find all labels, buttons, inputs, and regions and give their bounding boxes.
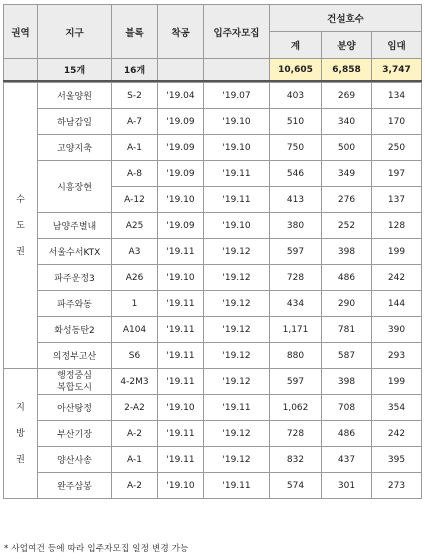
cell-recruit: '19.07 (204, 83, 270, 109)
cell-rent: 170 (372, 109, 422, 135)
cell-start: '19.09 (158, 109, 204, 135)
cell-total: 880 (270, 343, 322, 369)
cell-block: 1 (112, 291, 158, 317)
cell-recruit: '19.10 (204, 213, 270, 239)
cell-sale: 269 (322, 83, 372, 109)
cell-rent: 395 (372, 447, 422, 473)
cell-recruit: '19.11 (204, 187, 270, 213)
cell-sale: 252 (322, 213, 372, 239)
cell-rent: 250 (372, 135, 422, 161)
summary-blank (158, 59, 204, 82)
cell-sale: 437 (322, 447, 372, 473)
district-line: 복합도시 (57, 382, 92, 393)
cell-district: 부산기장 (38, 421, 112, 447)
cell-block: A25 (112, 213, 158, 239)
table-row (4, 265, 422, 291)
cell-total: 380 (270, 213, 322, 239)
cell-start: '19.11 (158, 239, 204, 265)
cell-block: A3 (112, 239, 158, 265)
cell-district: 남양주별내 (38, 213, 112, 239)
cell-district: 양산사송 (38, 447, 112, 473)
cell-district: 파주와동 (38, 291, 112, 317)
cell-district: 서울양원 (38, 83, 112, 109)
cell-total: 750 (270, 135, 322, 161)
region-char: 방 (16, 428, 25, 439)
cell-start: '19.10 (158, 187, 204, 213)
cell-sale: 398 (322, 239, 372, 265)
table-row (4, 161, 422, 187)
table-body (4, 83, 422, 499)
cell-start: '19.11 (158, 291, 204, 317)
cell-block: S6 (112, 343, 158, 369)
table-row (4, 447, 422, 473)
table-row (4, 135, 422, 161)
region-char: 권 (16, 246, 25, 257)
cell-district: 하남감일 (38, 109, 112, 135)
cell-recruit: '19.12 (204, 265, 270, 291)
cell-district: 고양지축 (38, 135, 112, 161)
cell-district: 완주삼봉 (38, 473, 112, 499)
cell-start: '19.09 (158, 135, 204, 161)
cell-rent: 242 (372, 265, 422, 291)
cell-rent: 128 (372, 213, 422, 239)
cell-district: 시흥장현 (38, 161, 112, 213)
cell-sale: 500 (322, 135, 372, 161)
cell-rent: 354 (372, 395, 422, 421)
cell-rent: 144 (372, 291, 422, 317)
table-row (4, 395, 422, 421)
cell-start: '19.09 (158, 161, 204, 187)
header-rent: 임대 (372, 32, 422, 59)
cell-total: 597 (270, 369, 322, 395)
cell-district (38, 369, 112, 395)
cell-district: 화성동탄2 (38, 317, 112, 343)
header-start: 착공 (158, 5, 204, 59)
cell-block: A-12 (112, 187, 158, 213)
cell-total: 403 (270, 83, 322, 109)
cell-start: '19.11 (158, 421, 204, 447)
cell-recruit: '19.10 (204, 135, 270, 161)
cell-sale: 486 (322, 421, 372, 447)
table-row (4, 83, 422, 109)
cell-recruit: '19.11 (204, 395, 270, 421)
cell-recruit: '19.12 (204, 291, 270, 317)
summary-sale: 6,858 (322, 59, 372, 82)
cell-sale: 301 (322, 473, 372, 499)
table-row (4, 369, 422, 395)
cell-recruit: '19.12 (204, 369, 270, 395)
cell-rent: 137 (372, 187, 422, 213)
cell-rent: 390 (372, 317, 422, 343)
cell-recruit: '19.10 (204, 109, 270, 135)
cell-sale: 781 (322, 317, 372, 343)
summary-total: 10,605 (270, 59, 322, 82)
cell-sale: 290 (322, 291, 372, 317)
region-char: 도 (16, 220, 25, 231)
header-construction: 건설호수 (270, 5, 422, 32)
cell-total: 510 (270, 109, 322, 135)
cell-sale: 340 (322, 109, 372, 135)
cell-start: '19.11 (158, 343, 204, 369)
cell-rent: 197 (372, 161, 422, 187)
header-total: 계 (270, 32, 322, 59)
housing-schedule-table (3, 4, 422, 499)
cell-block: A-2 (112, 473, 158, 499)
cell-start: '19.09 (158, 213, 204, 239)
summary-blank (4, 59, 38, 82)
cell-rent: 134 (372, 83, 422, 109)
district-line: 행정중심 (57, 370, 92, 381)
cell-recruit: '19.12 (204, 343, 270, 369)
cell-recruit: '19.12 (204, 239, 270, 265)
cell-start: '19.11 (158, 317, 204, 343)
header-district: 지구 (38, 5, 112, 59)
cell-start: '19.11 (158, 369, 204, 395)
cell-block: A-2 (112, 421, 158, 447)
cell-start: '19.10 (158, 265, 204, 291)
cell-total: 597 (270, 239, 322, 265)
cell-total: 832 (270, 447, 322, 473)
table-header (4, 5, 422, 59)
cell-block: A-8 (112, 161, 158, 187)
cell-start: '19.11 (158, 447, 204, 473)
region-char: 지 (16, 402, 25, 413)
summary-row (4, 59, 422, 82)
cell-sale: 587 (322, 343, 372, 369)
cell-rent: 199 (372, 239, 422, 265)
cell-block: A-1 (112, 135, 158, 161)
cell-block: A-7 (112, 109, 158, 135)
cell-block: A-1 (112, 447, 158, 473)
cell-rent: 273 (372, 473, 422, 499)
region-label (4, 369, 38, 499)
cell-recruit: '19.12 (204, 317, 270, 343)
table-row (4, 421, 422, 447)
summary-district: 15개 (38, 59, 112, 82)
table-row (4, 291, 422, 317)
table-row (4, 317, 422, 343)
cell-block: 2-A2 (112, 395, 158, 421)
cell-district: 서울수서KTX (38, 239, 112, 265)
cell-sale: 486 (322, 265, 372, 291)
table-row (4, 109, 422, 135)
cell-district: 아산탕정 (38, 395, 112, 421)
header-region: 권역 (4, 5, 38, 59)
cell-recruit: '19.12 (204, 421, 270, 447)
cell-total: 728 (270, 265, 322, 291)
cell-total: 434 (270, 291, 322, 317)
cell-block: 4-2M3 (112, 369, 158, 395)
cell-total: 413 (270, 187, 322, 213)
footnote: * 사업여건 등에 따라 입주자모집 일정 변경 가능 (4, 544, 189, 554)
cell-rent: 293 (372, 343, 422, 369)
cell-sale: 708 (322, 395, 372, 421)
region-char: 권 (16, 454, 25, 465)
header-sale: 분양 (322, 32, 372, 59)
cell-sale: 349 (322, 161, 372, 187)
cell-sale: 398 (322, 369, 372, 395)
region-label (4, 83, 38, 369)
table-row (4, 239, 422, 265)
cell-block: S-2 (112, 83, 158, 109)
header-block: 블록 (112, 5, 158, 59)
cell-block: A26 (112, 265, 158, 291)
cell-start: '19.04 (158, 83, 204, 109)
header-recruit: 입주자모집 (204, 5, 270, 59)
cell-total: 546 (270, 161, 322, 187)
cell-total: 1,171 (270, 317, 322, 343)
cell-recruit: '19.12 (204, 447, 270, 473)
cell-start: '19.10 (158, 473, 204, 499)
cell-total: 728 (270, 421, 322, 447)
cell-recruit: '19.11 (204, 161, 270, 187)
cell-district: 의정부고산 (38, 343, 112, 369)
cell-recruit: '19.11 (204, 473, 270, 499)
cell-block: A104 (112, 317, 158, 343)
summary-blank (204, 59, 270, 82)
cell-rent: 199 (372, 369, 422, 395)
summary-rent: 3,747 (372, 59, 422, 82)
table-row (4, 343, 422, 369)
cell-total: 1,062 (270, 395, 322, 421)
cell-sale: 276 (322, 187, 372, 213)
cell-total: 574 (270, 473, 322, 499)
cell-rent: 242 (372, 421, 422, 447)
cell-start: '19.10 (158, 395, 204, 421)
table-row (4, 213, 422, 239)
table-row (4, 473, 422, 499)
cell-district: 파주운정3 (38, 265, 112, 291)
summary-block: 16개 (112, 59, 158, 82)
region-char: 수 (16, 194, 25, 205)
